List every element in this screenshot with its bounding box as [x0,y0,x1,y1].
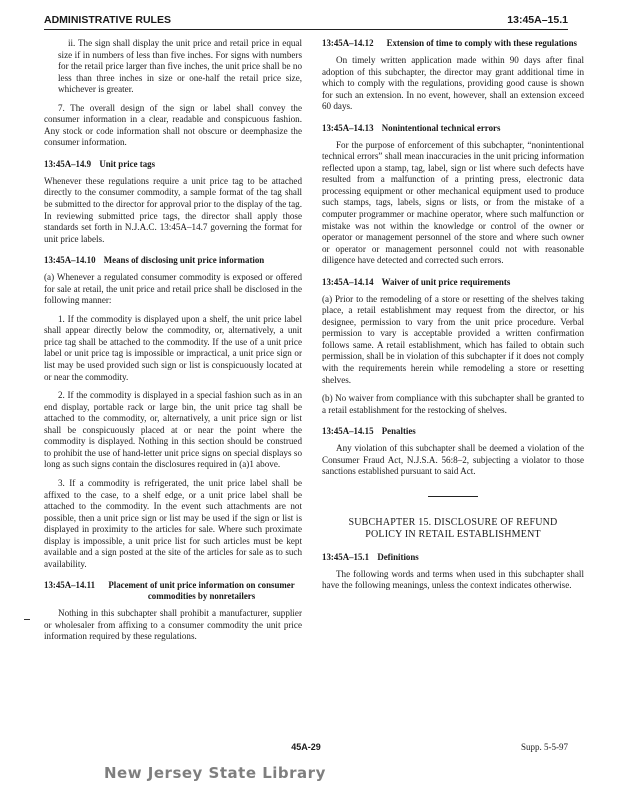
page-footer [44,742,568,756]
library-watermark: New Jersey State Library [104,764,326,782]
subchapter-line-1: SUBCHAPTER 15. DISCLOSURE OF REFUND [348,516,558,528]
section-number: 13:45A–14.10 [44,255,96,266]
section-14-10-item-3: 3. If a commodity is refrigerated, the unit price label shall be affixed to the case, to a shelf edge, or a unit price label shall be attached to the commodity. In the event such attachments are not possible, then a unit price sign or list may be used if the sign or list is displayed in proximity to the articles for sale. Where such proximate display is impossible, a unit price list for such articles must be kept available and a sign posted at the site of the articles for sale as to such availability. [44,477,302,569]
section-heading-15-1 [322,552,584,563]
section-number: 13:45A–14.14 [322,276,374,287]
section-number: 13:45A–15.1 [322,551,370,562]
section-text-14-15: Any violation of this subchapter shall be deemed a violation of the Consumer Fraud Act, N.J.S.A. 56:8–2, subjecting a violator to those sanctions established pursuant to said Act. [322,443,584,477]
right-column [322,38,584,599]
section-title: Placement of unit price information on consumer commodities by nonretailers [108,580,295,602]
section-heading-14-9 [44,159,302,170]
running-header [44,10,568,30]
paragraph-ii: ii. The sign shall display the unit price and retail price in equal size if in numbers of less than five inches. For signs with numbers for the retail price larger than five inches, the unit price shall be no less than three inches in size or one-half the retail price size, whichever is greater. [58,38,302,95]
section-number: 13:45A–14.12 [322,38,374,48]
margin-mark [24,619,30,620]
supplement-date: Supp. 5-5-97 [521,742,568,752]
subchapter-line-2: POLICY IN RETAIL ESTABLISHMENT [365,529,541,541]
section-title: Nonintentional technical errors [381,122,501,133]
section-title: Penalties [381,426,416,437]
section-text-14-9: Whenever these regulations require a unit price tag to be attached directly to the consumer commodity, a sample format of the tag shall be submitted to the director for approval prior to the display of the tag. In reviewing submitted price tags, the director shall apply those standards set forth in N.J.A.C. 13:45A–14.7 governing the format for unit price labels. [44,175,302,244]
section-14-10-a: (a) Whenever a regulated consumer commodity is exposed or offered for sale at retail, the unit price and retail price shall be disclosed in the following manner: [44,272,302,306]
section-14-14-b: (b) No waiver from compliance with this subchapter shall be granted to a retail establishment for the restocking of shelves. [322,393,584,415]
section-14-10-item-1: 1. If the commodity is displayed upon a shelf, the unit price label shall appear directly below the commodity, or, alternatively, a unit price tag shall be attached to the commodity. If the use of a unit price label or unit price tag is impossible or impractical, a unit price sign or list may be used provided such sign or list is conspicuously located at or near the commodity. [44,313,302,382]
section-number: 13:45A–14.11 [44,580,96,591]
header-section-number: 13:45A–15.1 [507,14,568,26]
section-heading-14-15 [322,426,584,437]
subchapter-heading [322,517,584,542]
section-title: Definitions [377,551,419,562]
section-number: 13:45A–14.9 [44,158,92,169]
section-text-15-1: The following words and terms when used in this subchapter shall have the following meanings, unless the context indicates otherwise. [322,568,584,591]
left-column [44,38,302,650]
section-text-14-12: On timely written application made within 90 days after final adoption of this subchapter, the director may grant additional time in which to comply with the regulations, providing good cause is shown for such an extension. In no event, however, shall an extension exceed 60 days. [322,55,584,112]
section-title: Waiver of unit price requirements [381,276,511,287]
section-14-10-item-2: 2. If the commodity is displayed in a special fashion such as in an end display, portable rack or large bin, the unit price tag shall be attached to the commodity, or, alternatively, a unit price sign or list shall be conspicuously placed at or near the point where the commodity is displayed. Nothing in this section should be construed to prohibit the use of hand-letter unit price signs on special displays so long as such signs contain the disclosures required in (a)1 above. [44,390,302,470]
section-heading-14-12 [322,38,584,49]
section-heading-14-10 [44,255,302,266]
section-heading-14-11 [44,580,302,602]
section-title: Means of disclosing unit price information [103,255,265,266]
section-14-14-a: (a) Prior to the remodeling of a store or resetting of the shelves taking place, a retail establishment may request from the director, or his designee, permission to vary from the unit price procedure. Verbal permission to vary is acceptable provided a written confirmation follows same. A retail establishment, which has failed to obtain such permission, shall be in violation of this subchapter if it does not comply with the requirements herein while remodeling a store or resetting shelves. [322,293,584,385]
page-number: 45A-29 [291,742,321,752]
section-title: Extension of time to comply with these regulations [386,38,577,48]
paragraph-7: 7. The overall design of the sign or label shall convey the consumer information in a clear, readable and conspicuous fashion. Any stock or code information shall not obscure or deemphasize the consumer information. [44,102,302,148]
section-number: 13:45A–14.15 [322,426,374,437]
section-heading-14-13 [322,123,584,134]
section-number: 13:45A–14.13 [322,122,374,133]
section-divider [428,496,478,497]
section-text-14-13: For the purpose of enforcement of this subchapter, “nonintentional technical errors” shall mean inaccuracies in the unit pricing information reflected upon a stamp, tag, label, sign or list where such defects have resulted from a malfunction of a printing press, electronic data processing equipment or other mechanical equipment used to produce such stamps, tags, labels, signs or lists, or from the mistake of a computer programmer or machine operator, where such malfunction or mistake was not within the knowledge or control of the owner or operator or management personnel of the store and where such owner or operator or management personnel could not with reasonable diligence have detected and corrected such errors. [322,139,584,266]
section-text-14-11: Nothing in this subchapter shall prohibit a manufacturer, supplier or wholesaler from affixing to a consumer commodity the unit price information required by these regulations. [44,608,302,642]
section-heading-14-14 [322,277,584,288]
section-title: Unit price tags [99,158,156,169]
header-title: ADMINISTRATIVE RULES [44,14,171,26]
